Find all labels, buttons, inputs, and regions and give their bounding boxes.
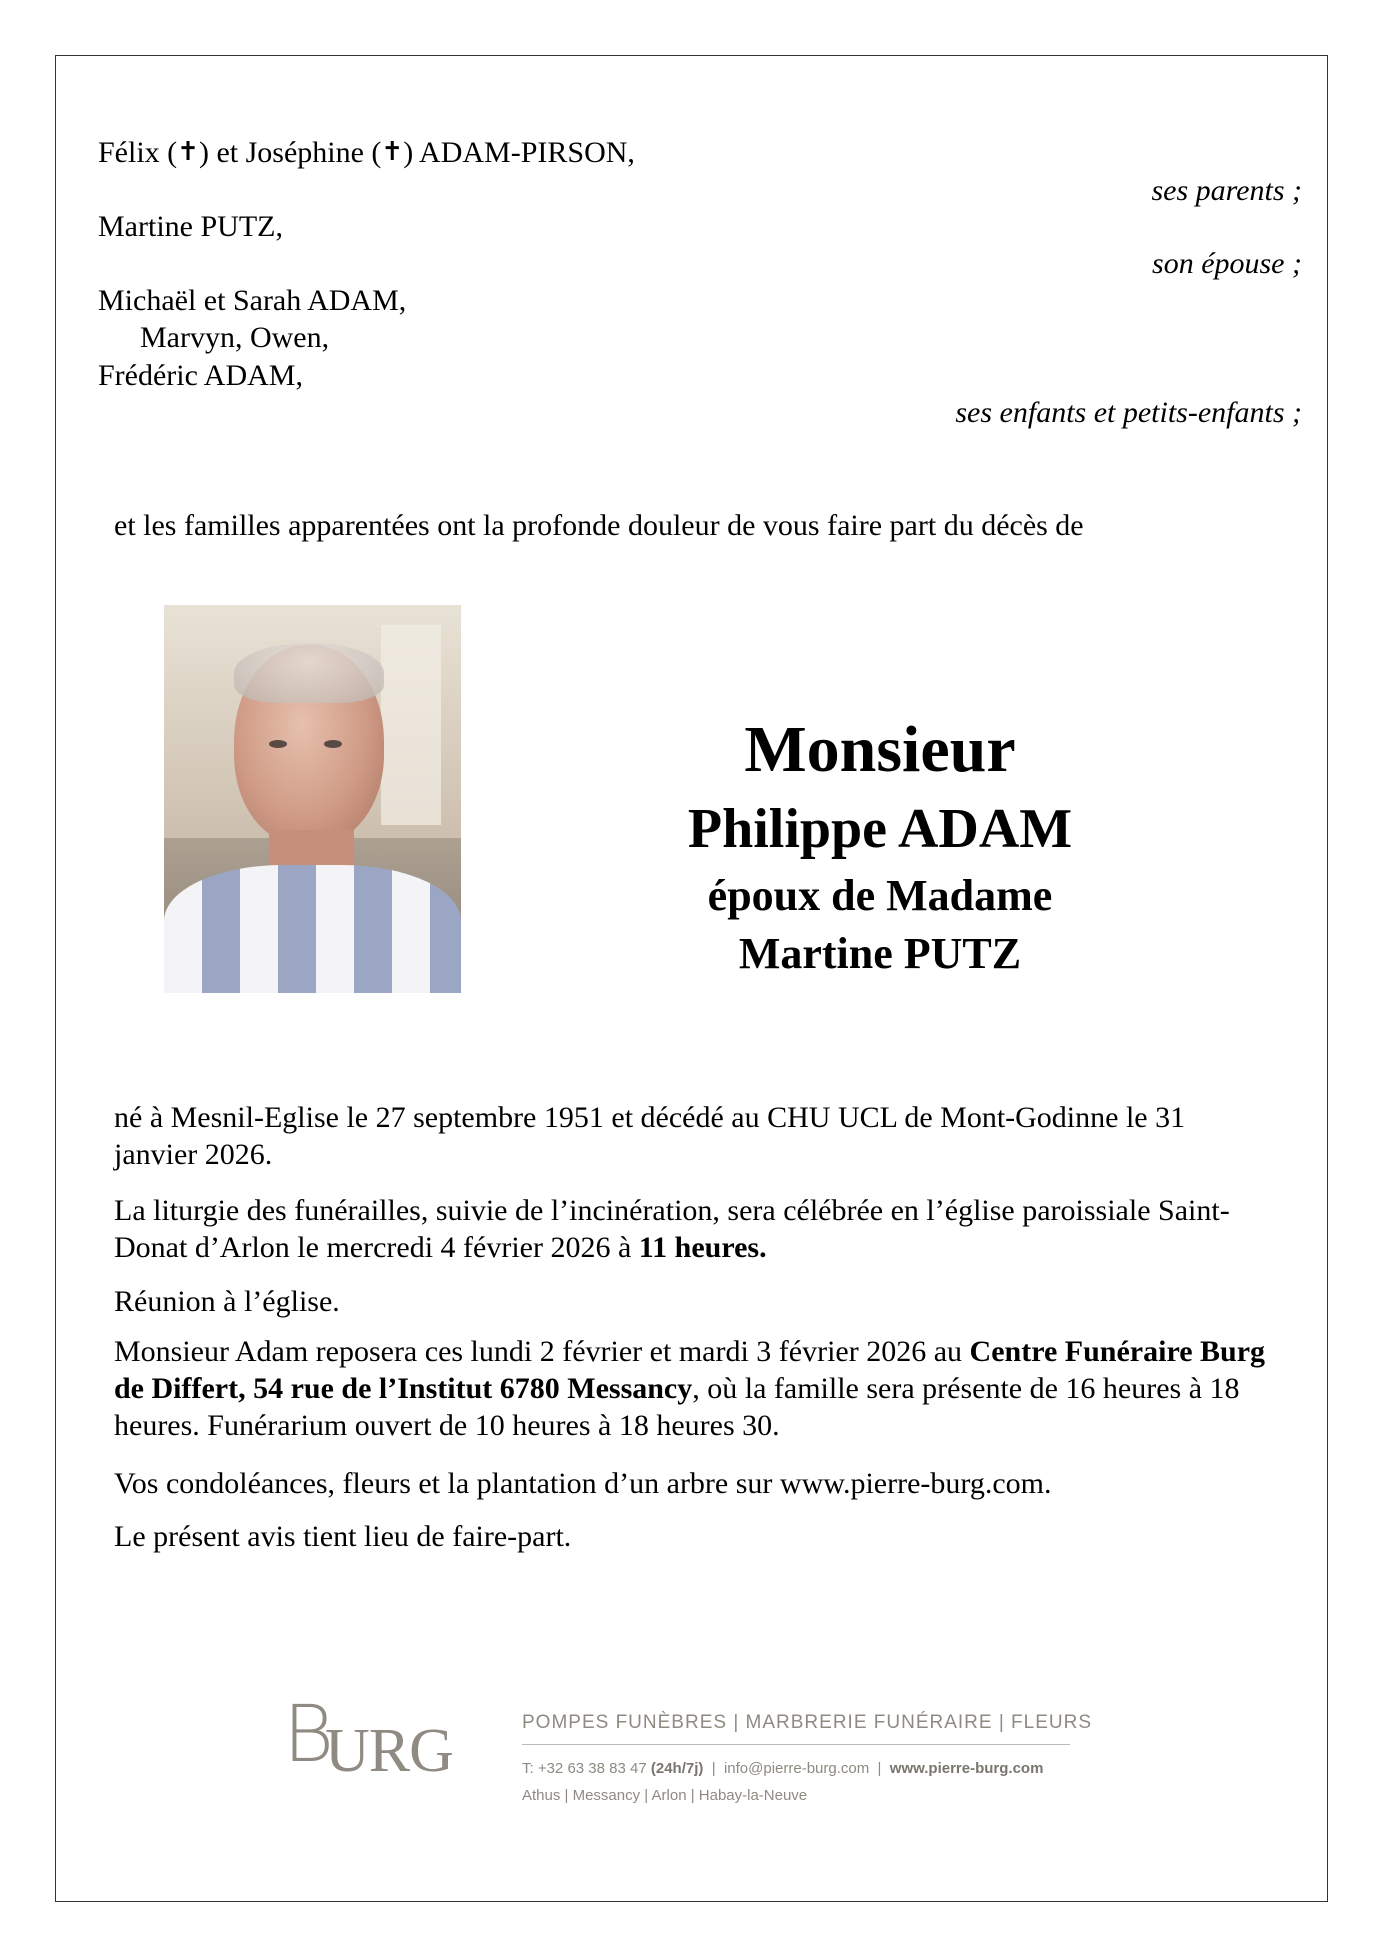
child-2: Frédéric ADAM,	[98, 359, 303, 392]
footer-website: www.pierre-burg.com	[889, 1760, 1044, 1777]
notice-text: Le présent avis tient lieu de faire-part.	[114, 1520, 572, 1553]
spouse-role: son épouse ;	[1152, 247, 1302, 280]
liturgy-text: La liturgie des funérailles, suivie de l’incinération, sera célébrée en l’église paroissiale Saint-Donat d’Arlon le mercredi 4 février 2026 à	[114, 1194, 1230, 1264]
rest-paragraph	[114, 1333, 1274, 1444]
liturgy-paragraph	[114, 1192, 1274, 1266]
rest-text-b: , où la famille sera présente de 16 heures à 18 heures. Funérarium ouvert de 10 heures à 18 heures 30.	[114, 1372, 1240, 1442]
liturgy-time: 11 heures.	[638, 1231, 767, 1264]
parents-line	[98, 135, 635, 172]
logo-initial: B	[283, 1690, 335, 1780]
footer-tagline: POMPES FUNÈBRES | MARBRERIE FUNÉRAIRE | FLEURS	[522, 1712, 1093, 1733]
spouse-name: Martine PUTZ,	[98, 210, 283, 243]
footer-phone-hours: (24h/7j)	[650, 1760, 704, 1777]
logo-text: URG	[325, 1717, 453, 1785]
announcement: et les familles apparentées ont la profonde douleur de vous faire part du décès de	[114, 509, 1084, 542]
footer-phone: T: +32 63 38 83 47	[522, 1760, 651, 1777]
footer-email: | info@pierre-burg.com |	[703, 1760, 890, 1777]
footer-contact	[522, 1760, 1043, 1777]
parents-text-b: ) et Joséphine (	[198, 136, 382, 169]
footer-places: Athus | Messancy | Arlon | Habay-la-Neuve	[522, 1787, 808, 1804]
meeting-text: Réunion à l’église.	[114, 1285, 340, 1318]
portrait-photo	[164, 605, 461, 993]
deceased-spouse: Martine PUTZ	[738, 929, 1022, 978]
deceased-title: Monsieur	[744, 713, 1016, 786]
children-role: ses enfants et petits-enfants ;	[955, 396, 1302, 429]
child-1: Michaël et Sarah ADAM,	[98, 284, 407, 317]
cross-icon: ✝	[381, 137, 404, 166]
parents-text-a: Félix (	[98, 136, 178, 169]
parents-role: ses parents ;	[1151, 174, 1302, 207]
rest-place: Centre Funéraire Burg de Differt, 54 rue de l’Institut 6780 Messancy	[114, 1335, 1266, 1405]
deceased-relation: époux de Madame	[707, 871, 1053, 920]
grandchildren: Marvyn, Owen,	[140, 321, 330, 354]
deceased-name: Philippe ADAM	[687, 798, 1073, 860]
birth-death-text: né à Mesnil-Eglise le 27 septembre 1951 et décédé au CHU UCL de Mont-Godinne le 31 janvier 2026.	[114, 1101, 1186, 1171]
parents-text-c: ) ADAM-PIRSON,	[403, 136, 635, 169]
rest-text-a: Monsieur Adam reposera ces lundi 2 février et mardi 3 février 2026 au	[114, 1335, 970, 1368]
burg-logo	[283, 1690, 473, 1785]
condolences-text: Vos condoléances, fleurs et la plantation d’un arbre sur www.pierre-burg.com.	[114, 1467, 1052, 1500]
footer-divider	[522, 1744, 1070, 1745]
cross-icon: ✝	[177, 137, 199, 166]
